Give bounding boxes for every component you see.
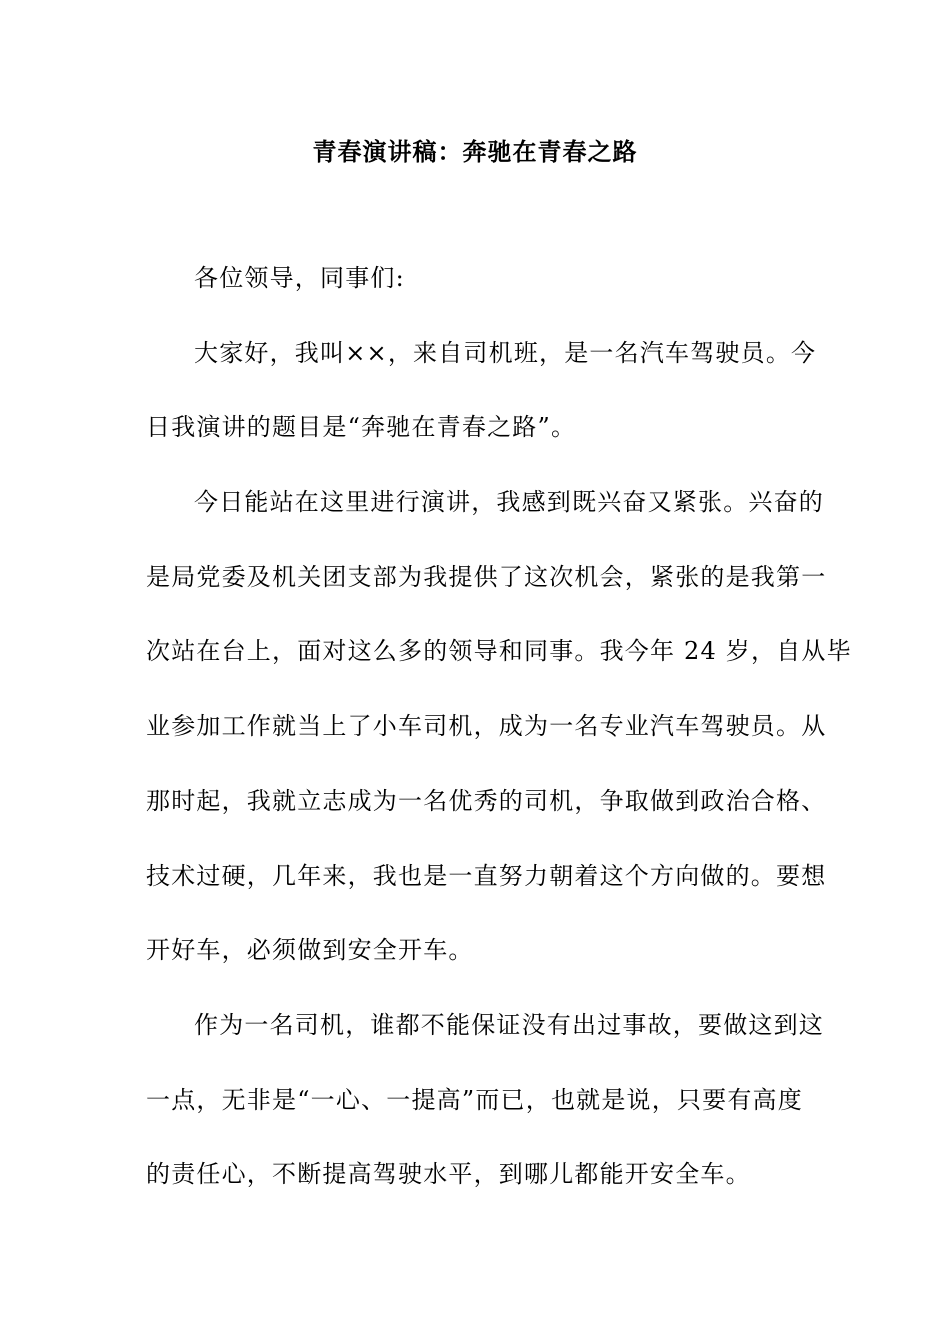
paragraph-line: 开好车，必须做到安全开车。 (146, 936, 474, 964)
paragraph-line: 大家好，我叫××，来自司机班，是一名汽车驾驶员。今 (194, 339, 817, 367)
paragraph-line: 技术过硬，几年来，我也是一直努力朝着这个方向做的。要想 (146, 862, 827, 890)
paragraph-line: 次站在台上，面对这么多的领导和同事。我今年 24 岁，自从毕 (146, 637, 852, 665)
paragraph-line: 一点，无非是“一心、一提高”而已，也就是说，只要有高度 (146, 1086, 803, 1114)
paragraph-line: 业参加工作就当上了小车司机，成为一名专业汽车驾驶员。从 (146, 712, 827, 740)
paragraph-line: 作为一名司机，谁都不能保证没有出过事故，要做这到这 (194, 1011, 824, 1039)
document-title: 青春演讲稿：奔驰在青春之路 (312, 137, 638, 166)
paragraph-line: 日我演讲的题目是“奔驰在青春之路”。 (146, 413, 577, 441)
paragraph-line: 今日能站在这里进行演讲，我感到既兴奋又紧张。兴奋的 (194, 488, 824, 516)
paragraph-line: 的责任心，不断提高驾驶水平，到哪儿都能开安全车。 (146, 1160, 751, 1188)
salutation: 各位领导，同事们: (194, 264, 405, 292)
paragraph-line: 是局党委及机关团支部为我提供了这次机会，紧张的是我第一 (146, 563, 827, 591)
paragraph-line: 那时起，我就立志成为一名优秀的司机，争取做到政治合格、 (146, 787, 827, 815)
